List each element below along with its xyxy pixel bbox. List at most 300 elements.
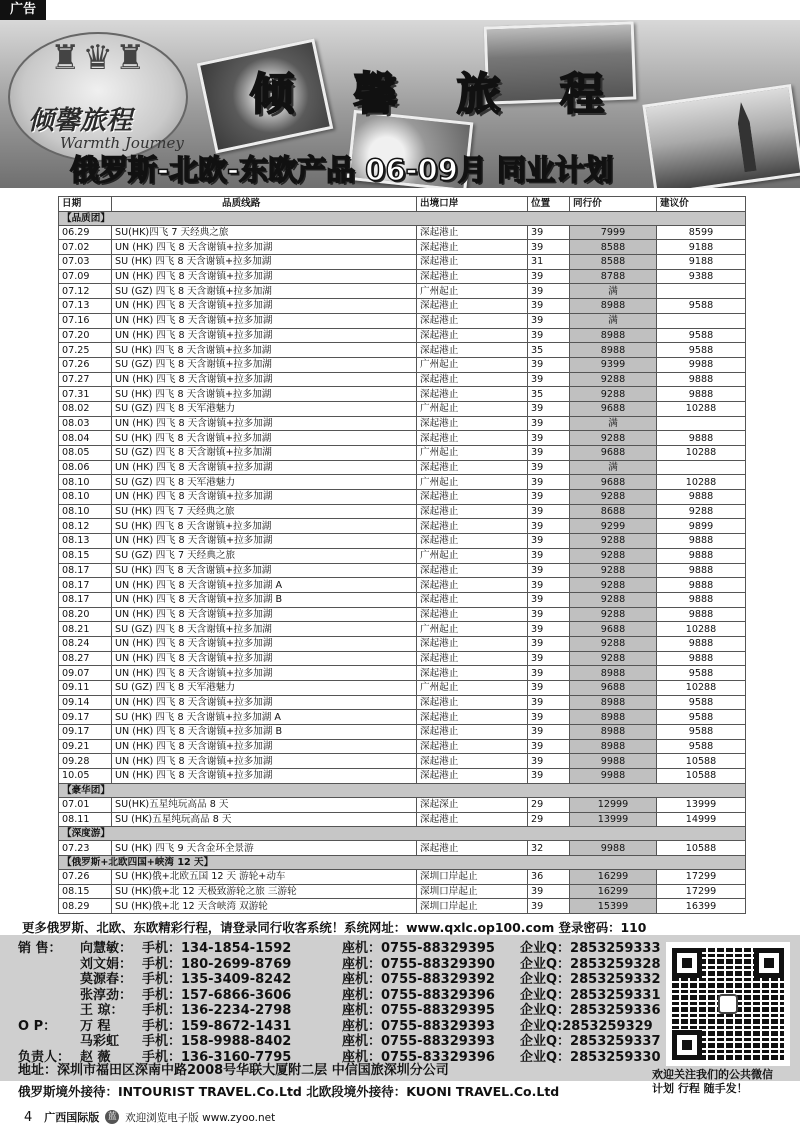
cell-route: UN (HK) 四飞 8 天含谢镇+拉多加湖 [112,460,417,475]
table-row [59,343,746,358]
address: 地址：深圳市福田区深南中路2008号华联大厦附二层 中信国旅深圳分公司 [18,1063,449,1078]
column-header: 日期 [59,197,112,212]
column-header: 出境口岸 [417,197,528,212]
contact-name: 万 程 [80,1018,111,1034]
logo-name-en: Warmth Journey [60,134,184,152]
cell-date: 08.15 [59,884,112,899]
cell-date: 08.10 [59,475,112,490]
contact-name: 赵 薇 [80,1049,111,1065]
section-title: 【深度游】 [59,827,746,841]
cell-seats: 39 [528,754,570,769]
cell-port: 深起港止 [417,387,528,402]
cell-date: 08.11 [59,812,112,827]
logo-name-cn: 倾馨旅程 [28,106,133,136]
table-row [59,869,746,884]
contact-role: 负责人： [18,1049,71,1065]
cell-suggested-price: 10288 [657,475,746,490]
cell-peer-price: 8988 [570,695,657,710]
cell-port: 深起港止 [417,490,528,505]
cell-route: UN (HK) 四飞 8 天含谢镇+拉多加湖 [112,607,417,622]
cell-port: 深起港止 [417,812,528,827]
cell-seats: 39 [528,681,570,696]
cell-date: 07.01 [59,797,112,812]
table-row [59,754,746,769]
cell-port: 广州起止 [417,681,528,696]
cell-date: 06.29 [59,225,112,240]
cell-suggested-price: 9588 [657,299,746,314]
cell-seats: 39 [528,431,570,446]
cell-port: 广州起止 [417,622,528,637]
cell-date: 07.31 [59,387,112,402]
table-row [59,681,746,696]
cell-suggested-price: 10588 [657,769,746,784]
cell-route: UN (HK) 四飞 8 天含谢镇+拉多加湖 [112,490,417,505]
cell-date: 08.10 [59,490,112,505]
cell-peer-price: 9288 [570,578,657,593]
table-row [59,841,746,856]
cell-seats: 39 [528,592,570,607]
cell-suggested-price: 10288 [657,622,746,637]
cell-route: SU (GZ) 四飞 8 天军港魅力 [112,475,417,490]
cell-port: 深起港止 [417,841,528,856]
cell-date: 08.15 [59,548,112,563]
cell-port: 深起港止 [417,534,528,549]
cell-peer-price: 15399 [570,899,657,914]
cell-date: 07.25 [59,343,112,358]
cell-peer-price: 9288 [570,651,657,666]
cell-suggested-price: 9388 [657,269,746,284]
cell-route: UN (HK) 四飞 8 天含谢镇+拉多加湖 [112,328,417,343]
cell-seats: 39 [528,651,570,666]
cell-route: UN (HK) 四飞 8 天含谢镇+拉多加湖 [112,651,417,666]
cell-seats: 39 [528,269,570,284]
contact-mobile: 手机：158-9988-8402 [142,1034,292,1049]
cell-suggested-price [657,416,746,431]
cell-date: 07.23 [59,841,112,856]
cell-suggested-price: 10288 [657,446,746,461]
table-row [59,313,746,328]
cell-port: 深圳口岸起止 [417,869,528,884]
cell-date: 08.21 [59,622,112,637]
cell-peer-price: 满 [570,416,657,431]
cell-peer-price: 7999 [570,225,657,240]
contact-qq: 企业Q:2853259329 [520,1018,653,1034]
cell-port: 深起港止 [417,416,528,431]
cell-date: 09.17 [59,710,112,725]
contact-qq: 企业Q：2853259331 [520,987,661,1003]
cell-peer-price: 9988 [570,754,657,769]
cell-peer-price: 9288 [570,534,657,549]
contact-qq: 企业Q：2853259337 [520,1034,661,1049]
table-row [59,372,746,387]
cell-seats: 39 [528,446,570,461]
ad-tag: 广告 [0,0,46,20]
cell-seats: 39 [528,372,570,387]
cell-seats: 39 [528,490,570,505]
cell-date: 08.24 [59,636,112,651]
section-header [59,827,746,841]
table-row [59,563,746,578]
cell-peer-price: 9288 [570,387,657,402]
cell-date: 07.03 [59,255,112,270]
contact-name: 莫源春： [80,972,133,987]
contact-name: 向慧敏： [80,941,133,956]
cell-route: SU (HK) 四飞 8 天含谢镇+拉多加湖 [112,387,417,402]
cell-suggested-price: 8599 [657,225,746,240]
cell-suggested-price: 9888 [657,431,746,446]
cell-peer-price: 16299 [570,884,657,899]
cell-port: 广州起止 [417,446,528,461]
edition-name: 广西国际版 [44,1111,100,1124]
contact-name: 王 琼： [80,1003,124,1018]
cell-port: 深起港止 [417,739,528,754]
cell-date: 10.05 [59,769,112,784]
cell-peer-price: 8988 [570,299,657,314]
cell-port: 深圳口岸起止 [417,899,528,914]
cell-date: 07.20 [59,328,112,343]
table-row [59,387,746,402]
cell-peer-price: 9288 [570,563,657,578]
contact-mobile: 手机：134-1854-1592 [142,941,292,956]
cell-peer-price: 9288 [570,592,657,607]
table-row [59,592,746,607]
table-row [59,884,746,899]
table-row [59,284,746,299]
cell-port: 深起港止 [417,504,528,519]
cell-port: 深起港止 [417,651,528,666]
cell-date: 09.17 [59,725,112,740]
cell-port: 深起港止 [417,240,528,255]
contact-phone: 座机：0755-88329395 [342,941,495,956]
table-row [59,475,746,490]
cell-suggested-price: 10288 [657,401,746,416]
section-title: 【品质团】 [59,211,746,225]
column-header: 位置 [528,197,570,212]
cell-port: 深起深止 [417,797,528,812]
cell-port: 深圳口岸起止 [417,884,528,899]
cell-seats: 39 [528,578,570,593]
cell-port: 深起港止 [417,372,528,387]
contact-qq: 企业Q：2853259332 [520,972,661,987]
ground-agents: 俄罗斯境外接待：INTOURIST TRAVEL.Co.Ltd 北欧段境外接待：KUONI TRAVEL.Co.Ltd [18,1084,560,1099]
cell-route: UN (HK) 四飞 8 天含谢镇+拉多加湖 [112,240,417,255]
section-header [59,211,746,225]
cell-route: UN (HK) 四飞 8 天含谢镇+拉多加湖 [112,416,417,431]
cell-date: 07.16 [59,313,112,328]
cell-seats: 39 [528,313,570,328]
contact-phone: 座机：0755-88329393 [342,1018,495,1034]
cell-route: UN (HK) 四飞 8 天含谢镇+拉多加湖 [112,769,417,784]
cell-port: 深起港止 [417,343,528,358]
cell-route: SU (HK) 四飞 7 天经典之旅 [112,504,417,519]
cell-seats: 39 [528,284,570,299]
cell-suggested-price: 9888 [657,592,746,607]
cell-port: 深起港止 [417,519,528,534]
cell-seats: 39 [528,739,570,754]
cell-peer-price: 满 [570,313,657,328]
cell-route: SU (GZ) 四飞 8 天含谢镇+拉多加湖 [112,446,417,461]
cell-suggested-price [657,460,746,475]
cell-suggested-price: 9888 [657,490,746,505]
cell-suggested-price: 9588 [657,666,746,681]
cell-seats: 39 [528,519,570,534]
cell-suggested-price: 9888 [657,578,746,593]
cell-port: 深起港止 [417,460,528,475]
cell-seats: 39 [528,240,570,255]
section-title: 【俄罗斯+北欧四国+峡湾 12 天】 [59,855,746,869]
cell-peer-price: 9988 [570,769,657,784]
cell-route: SU (HK) 四飞 8 天含谢镇+拉多加湖 [112,563,417,578]
page-footer [24,1109,275,1125]
cell-suggested-price: 13999 [657,797,746,812]
cell-date: 08.17 [59,578,112,593]
contact-mobile: 手机：159-8672-1431 [142,1018,292,1034]
cell-route: SU (HK) 四飞 8 天含谢镇+拉多加湖 [112,431,417,446]
table-row [59,269,746,284]
cell-seats: 39 [528,225,570,240]
table-row [59,636,746,651]
table-row [59,255,746,270]
contact-name: 刘文娟： [80,956,133,972]
table-row [59,548,746,563]
cell-seats: 39 [528,504,570,519]
page-title: 倾 馨 旅 程 [250,69,626,120]
cell-date: 07.26 [59,869,112,884]
cell-route: UN (HK) 四飞 8 天含谢镇+拉多加湖 [112,754,417,769]
cell-route: UN (HK) 四飞 8 天含谢镇+拉多加湖 B [112,592,417,607]
section-header [59,783,746,797]
cell-seats: 39 [528,769,570,784]
cell-port: 深起港止 [417,563,528,578]
cell-port: 广州起止 [417,401,528,416]
cell-seats: 39 [528,416,570,431]
cell-port: 深起港止 [417,313,528,328]
cell-suggested-price: 9588 [657,343,746,358]
section-header [59,855,746,869]
cell-port: 深起港止 [417,695,528,710]
cell-port: 深起港止 [417,299,528,314]
cell-date: 08.02 [59,401,112,416]
contact-mobile: 手机：180-2699-8769 [142,956,292,972]
column-header: 建议价 [657,197,746,212]
cell-route: SU (HK)俄+北欧五国 12 天 游轮+动车 [112,869,417,884]
cell-route: SU (GZ) 四飞 8 天含谢镇+拉多加湖 [112,622,417,637]
cell-peer-price: 8588 [570,240,657,255]
cell-suggested-price: 9888 [657,607,746,622]
cell-peer-price: 9288 [570,490,657,505]
cell-route: UN (HK) 四飞 8 天含谢镇+拉多加湖 [112,534,417,549]
contact-qq: 企业Q：2853259330 [520,1049,661,1065]
follow-line-1: 欢迎关注我们的公共微信 [652,1068,773,1081]
cell-date: 09.21 [59,739,112,754]
qr-logo-icon [718,994,738,1014]
cell-route: UN (HK) 四飞 8 天含谢镇+拉多加湖 B [112,725,417,740]
cell-seats: 39 [528,475,570,490]
cell-peer-price: 9688 [570,681,657,696]
cell-seats: 39 [528,401,570,416]
cell-peer-price: 9688 [570,622,657,637]
cell-suggested-price [657,284,746,299]
cell-suggested-price: 9888 [657,372,746,387]
cell-route: UN (HK) 四飞 8 天含谢镇+拉多加湖 [112,269,417,284]
cell-date: 09.11 [59,681,112,696]
table-row [59,299,746,314]
table-row [59,578,746,593]
table-row [59,534,746,549]
cell-suggested-price: 9888 [657,636,746,651]
table-row [59,651,746,666]
cell-seats: 39 [528,899,570,914]
table-row [59,401,746,416]
cell-route: SU (HK)俄+北 12 天含峡湾 双游轮 [112,899,417,914]
cell-port: 深起港止 [417,255,528,270]
cell-seats: 39 [528,884,570,899]
contact-name: 马彩虹 [80,1034,120,1049]
follow-line-2: 计划 行程 随手发！ [652,1082,748,1095]
table-row [59,431,746,446]
cell-peer-price: 8988 [570,710,657,725]
contact-mobile: 手机：136-2234-2798 [142,1003,292,1018]
cell-seats: 35 [528,343,570,358]
cell-date: 08.27 [59,651,112,666]
cell-date: 07.27 [59,372,112,387]
cell-port: 深起港止 [417,269,528,284]
table-row [59,666,746,681]
cell-suggested-price: 14999 [657,812,746,827]
cell-date: 08.10 [59,504,112,519]
cell-port: 广州起止 [417,357,528,372]
table-row [59,490,746,505]
cell-suggested-price: 9899 [657,519,746,534]
contact-role: O P： [18,1018,57,1034]
cell-peer-price: 8988 [570,343,657,358]
column-header: 品质线路 [112,197,417,212]
contact-phone: 座机：0755-83329396 [342,1049,495,1065]
contact-mobile: 手机：135-3409-8242 [142,972,292,987]
cell-suggested-price: 9188 [657,240,746,255]
cell-peer-price: 8988 [570,739,657,754]
wechat-follow-text [652,1068,800,1096]
table-row [59,460,746,475]
cell-peer-price: 16299 [570,869,657,884]
cell-peer-price: 满 [570,284,657,299]
cell-peer-price: 13999 [570,812,657,827]
cell-peer-price: 9288 [570,372,657,387]
cell-port: 深起港止 [417,225,528,240]
cell-port: 深起港止 [417,592,528,607]
cell-date: 08.17 [59,563,112,578]
cell-date: 08.05 [59,446,112,461]
cell-port: 深起港止 [417,754,528,769]
cell-seats: 35 [528,387,570,402]
cell-suggested-price: 9588 [657,725,746,740]
cell-seats: 29 [528,812,570,827]
table-row [59,797,746,812]
table-row [59,357,746,372]
cell-route: SU (GZ) 四飞 8 天含谢镇+拉多加湖 [112,284,417,299]
cell-peer-price: 9288 [570,548,657,563]
cell-seats: 39 [528,357,570,372]
cell-route: UN (HK) 四飞 8 天含谢镇+拉多加湖 [112,695,417,710]
cell-route: SU (GZ) 四飞 8 天含谢镇+拉多加湖 [112,357,417,372]
cell-peer-price: 9299 [570,519,657,534]
contact-phone: 座机：0755-88329395 [342,1003,495,1018]
cell-route: UN (HK) 四飞 8 天含谢镇+拉多加湖 A [112,578,417,593]
cell-seats: 39 [528,607,570,622]
cell-port: 深起港止 [417,666,528,681]
cell-suggested-price: 9888 [657,387,746,402]
cell-peer-price: 满 [570,460,657,475]
brand-logo [8,32,188,162]
cell-port: 深起港止 [417,769,528,784]
cell-suggested-price: 9888 [657,563,746,578]
cell-peer-price: 8688 [570,504,657,519]
table-row [59,328,746,343]
cell-peer-price: 9288 [570,431,657,446]
cell-seats: 32 [528,841,570,856]
cell-seats: 39 [528,710,570,725]
cell-peer-price: 8988 [570,328,657,343]
cell-route: SU (HK) 四飞 9 天含金环全景游 [112,841,417,856]
cell-suggested-price: 9988 [657,357,746,372]
table-row [59,622,746,637]
table-row [59,416,746,431]
cell-date: 07.12 [59,284,112,299]
table-row [59,710,746,725]
cell-route: SU (HK) 四飞 8 天含谢镇+拉多加湖 [112,343,417,358]
cell-route: SU (HK)俄+北 12 天极致游轮之旅 三游轮 [112,884,417,899]
edition-logo-icon: 蓝 [105,1110,119,1124]
cell-peer-price: 9399 [570,357,657,372]
cell-route: SU(HK)四飞 7 天经典之旅 [112,225,417,240]
cell-suggested-price: 17299 [657,869,746,884]
contact-phone: 座机：0755-88329393 [342,1034,495,1049]
cell-date: 09.14 [59,695,112,710]
cell-peer-price: 8988 [570,725,657,740]
cell-peer-price: 8588 [570,255,657,270]
cell-seats: 39 [528,548,570,563]
cell-suggested-price [657,313,746,328]
cell-route: SU (HK) 四飞 8 天含谢镇+拉多加湖 [112,519,417,534]
contact-qq: 企业Q：2853259336 [520,1003,661,1018]
cell-suggested-price: 9588 [657,328,746,343]
cell-suggested-price: 10288 [657,681,746,696]
cell-route: UN (HK) 四飞 8 天含谢镇+拉多加湖 [112,299,417,314]
contact-qq: 企业Q：2853259333 [520,941,661,956]
cell-seats: 39 [528,622,570,637]
table-row [59,812,746,827]
table-row [59,739,746,754]
contact-phone: 座机：0755-88329392 [342,972,495,987]
cell-route: SU (GZ) 四飞 7 天经典之旅 [112,548,417,563]
tour-price-table [58,196,745,914]
cell-port: 深起港止 [417,328,528,343]
cell-date: 07.13 [59,299,112,314]
cell-route: SU(HK)五星纯玩高品 8 天 [112,797,417,812]
cell-seats: 39 [528,636,570,651]
cell-date: 07.09 [59,269,112,284]
cell-route: SU (GZ) 四飞 8 天军港魅力 [112,681,417,696]
column-header: 同行价 [570,197,657,212]
cell-date: 09.28 [59,754,112,769]
cell-suggested-price: 9888 [657,548,746,563]
cell-date: 08.13 [59,534,112,549]
wechat-qr-code[interactable] [666,942,790,1066]
cell-route: UN (HK) 四飞 8 天含谢镇+拉多加湖 [112,739,417,754]
cell-suggested-price: 10588 [657,841,746,856]
cell-date: 09.07 [59,666,112,681]
table-header-row [59,197,746,212]
